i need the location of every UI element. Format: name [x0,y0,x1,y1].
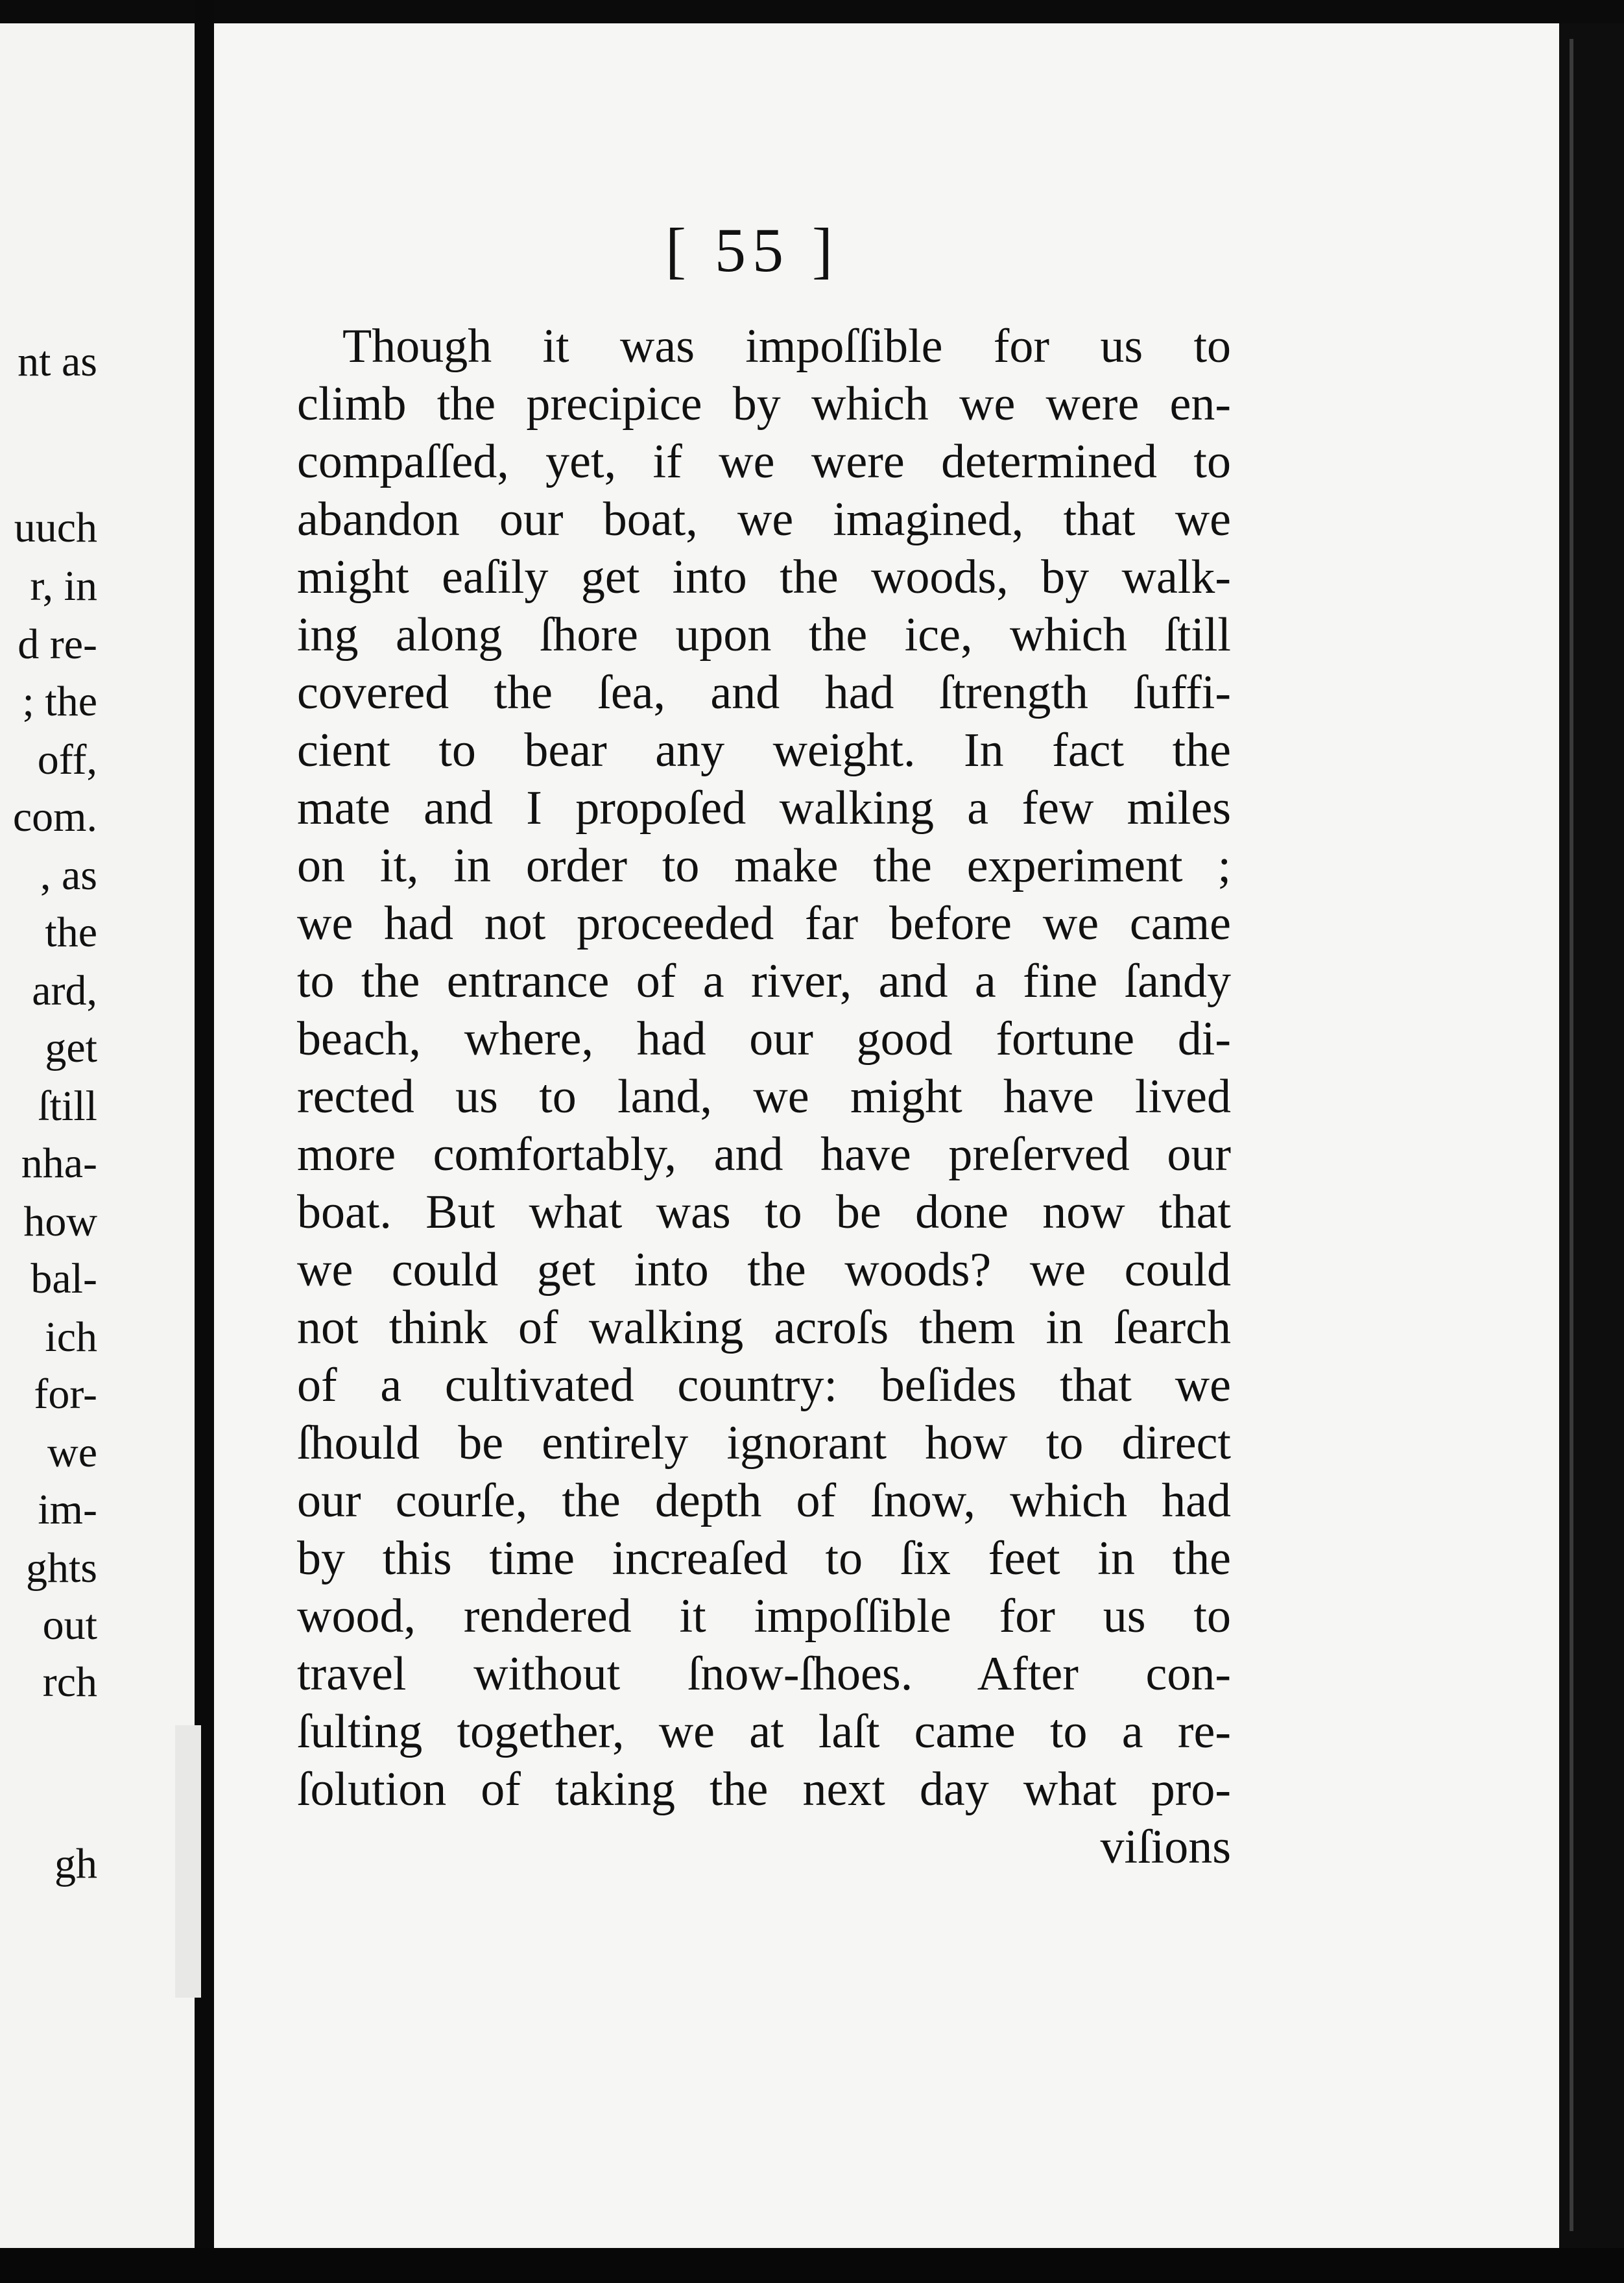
catchword: viſions [1100,1821,1231,1874]
left-line-fragment: we [47,1429,97,1476]
text-line: to the entrance of a river, and a fine ſandy [297,955,1231,1008]
left-line-fragment: com. [12,793,97,841]
text-line: boat. But what was to be done now that [297,1186,1231,1239]
text-line: climb the precipice by which we were en- [297,377,1231,431]
text-line: might eaſily get into the woods, by walk- [297,551,1231,604]
left-line-fragment: off, [37,736,97,783]
left-line-fragment: d re- [18,621,97,668]
text-line: ing along ſhore upon the ice, which ſtill [297,608,1231,662]
page-number: [ 55 ] [665,215,839,285]
left-line-fragment: nha- [21,1140,97,1187]
left-page-text-fragments [0,23,97,2267]
text-line: Though it was impoſſible for us to [342,320,1231,373]
gutter-paper-gap [175,1725,201,1998]
left-line-fragment: uuch [14,504,97,551]
left-line-fragment: out [42,1601,97,1649]
text-line: ſolution of taking the next day what pro- [297,1763,1231,1816]
text-line: mate and I propoſed walking a few miles [297,782,1231,835]
body-text [297,318,1231,1876]
left-line-fragment: the [45,909,97,956]
left-line-fragment: ſtill [38,1082,97,1130]
text-line: ſulting together, we at laſt came to a re- [297,1705,1231,1758]
left-line-fragment: im- [38,1486,97,1533]
left-line-fragment: how [23,1198,97,1245]
text-line: travel without ſnow-ſhoes. After con- [297,1647,1231,1701]
text-line: ſhould be entirely ignorant how to direct [297,1416,1231,1470]
text-line: abandon our boat, we imagined, that we [297,493,1231,546]
left-line-fragment: rch [42,1658,97,1706]
text-line: our courſe, the depth of ſnow, which had [297,1474,1231,1527]
text-line: rected us to land, we might have lived [297,1070,1231,1123]
text-line: covered the ſea, and had ſtrength ſuffi- [297,666,1231,719]
left-line-fragment: get [45,1024,97,1071]
left-line-fragment: nt as [18,338,97,385]
text-line: cient to bear any weight. In fact the [297,724,1231,777]
text-line: compaſſed, yet, if we were determined to [297,435,1231,488]
left-line-fragment: bal- [30,1255,97,1302]
text-line: not think of walking acroſs them in ſearch [297,1301,1231,1354]
left-line-fragment: ard, [32,967,97,1014]
left-line-fragment: ich [45,1313,97,1361]
left-line-fragment: for- [34,1370,97,1418]
text-line: we could get into the woods? we could [297,1243,1231,1297]
text-line: wood, rendered it impoſſible for us to [297,1590,1231,1643]
left-line-fragment: gh [54,1840,97,1887]
fore-edge-shadow [1570,39,1573,2231]
text-line: more comfortably, and have preſerved our [297,1128,1231,1181]
text-line: we had not proceeded far before we came [297,897,1231,950]
text-line: by this time increaſed to ſix feet in the [297,1532,1231,1585]
text-line: of a cultivated country: beſides that we [297,1359,1231,1412]
left-page [0,23,195,2267]
page-fore-edge [1559,23,1624,2283]
scan-bottom-border [0,2248,1624,2283]
left-line-fragment: , as [40,852,97,899]
scan-top-border [0,0,1624,23]
left-line-fragment: r, in [30,562,97,610]
left-line-fragment: ; the [22,678,97,725]
text-line: beach, where, had our good fortune di- [297,1012,1231,1066]
left-line-fragment: ghts [25,1544,97,1592]
text-line: on it, in order to make the experiment ; [297,839,1231,892]
